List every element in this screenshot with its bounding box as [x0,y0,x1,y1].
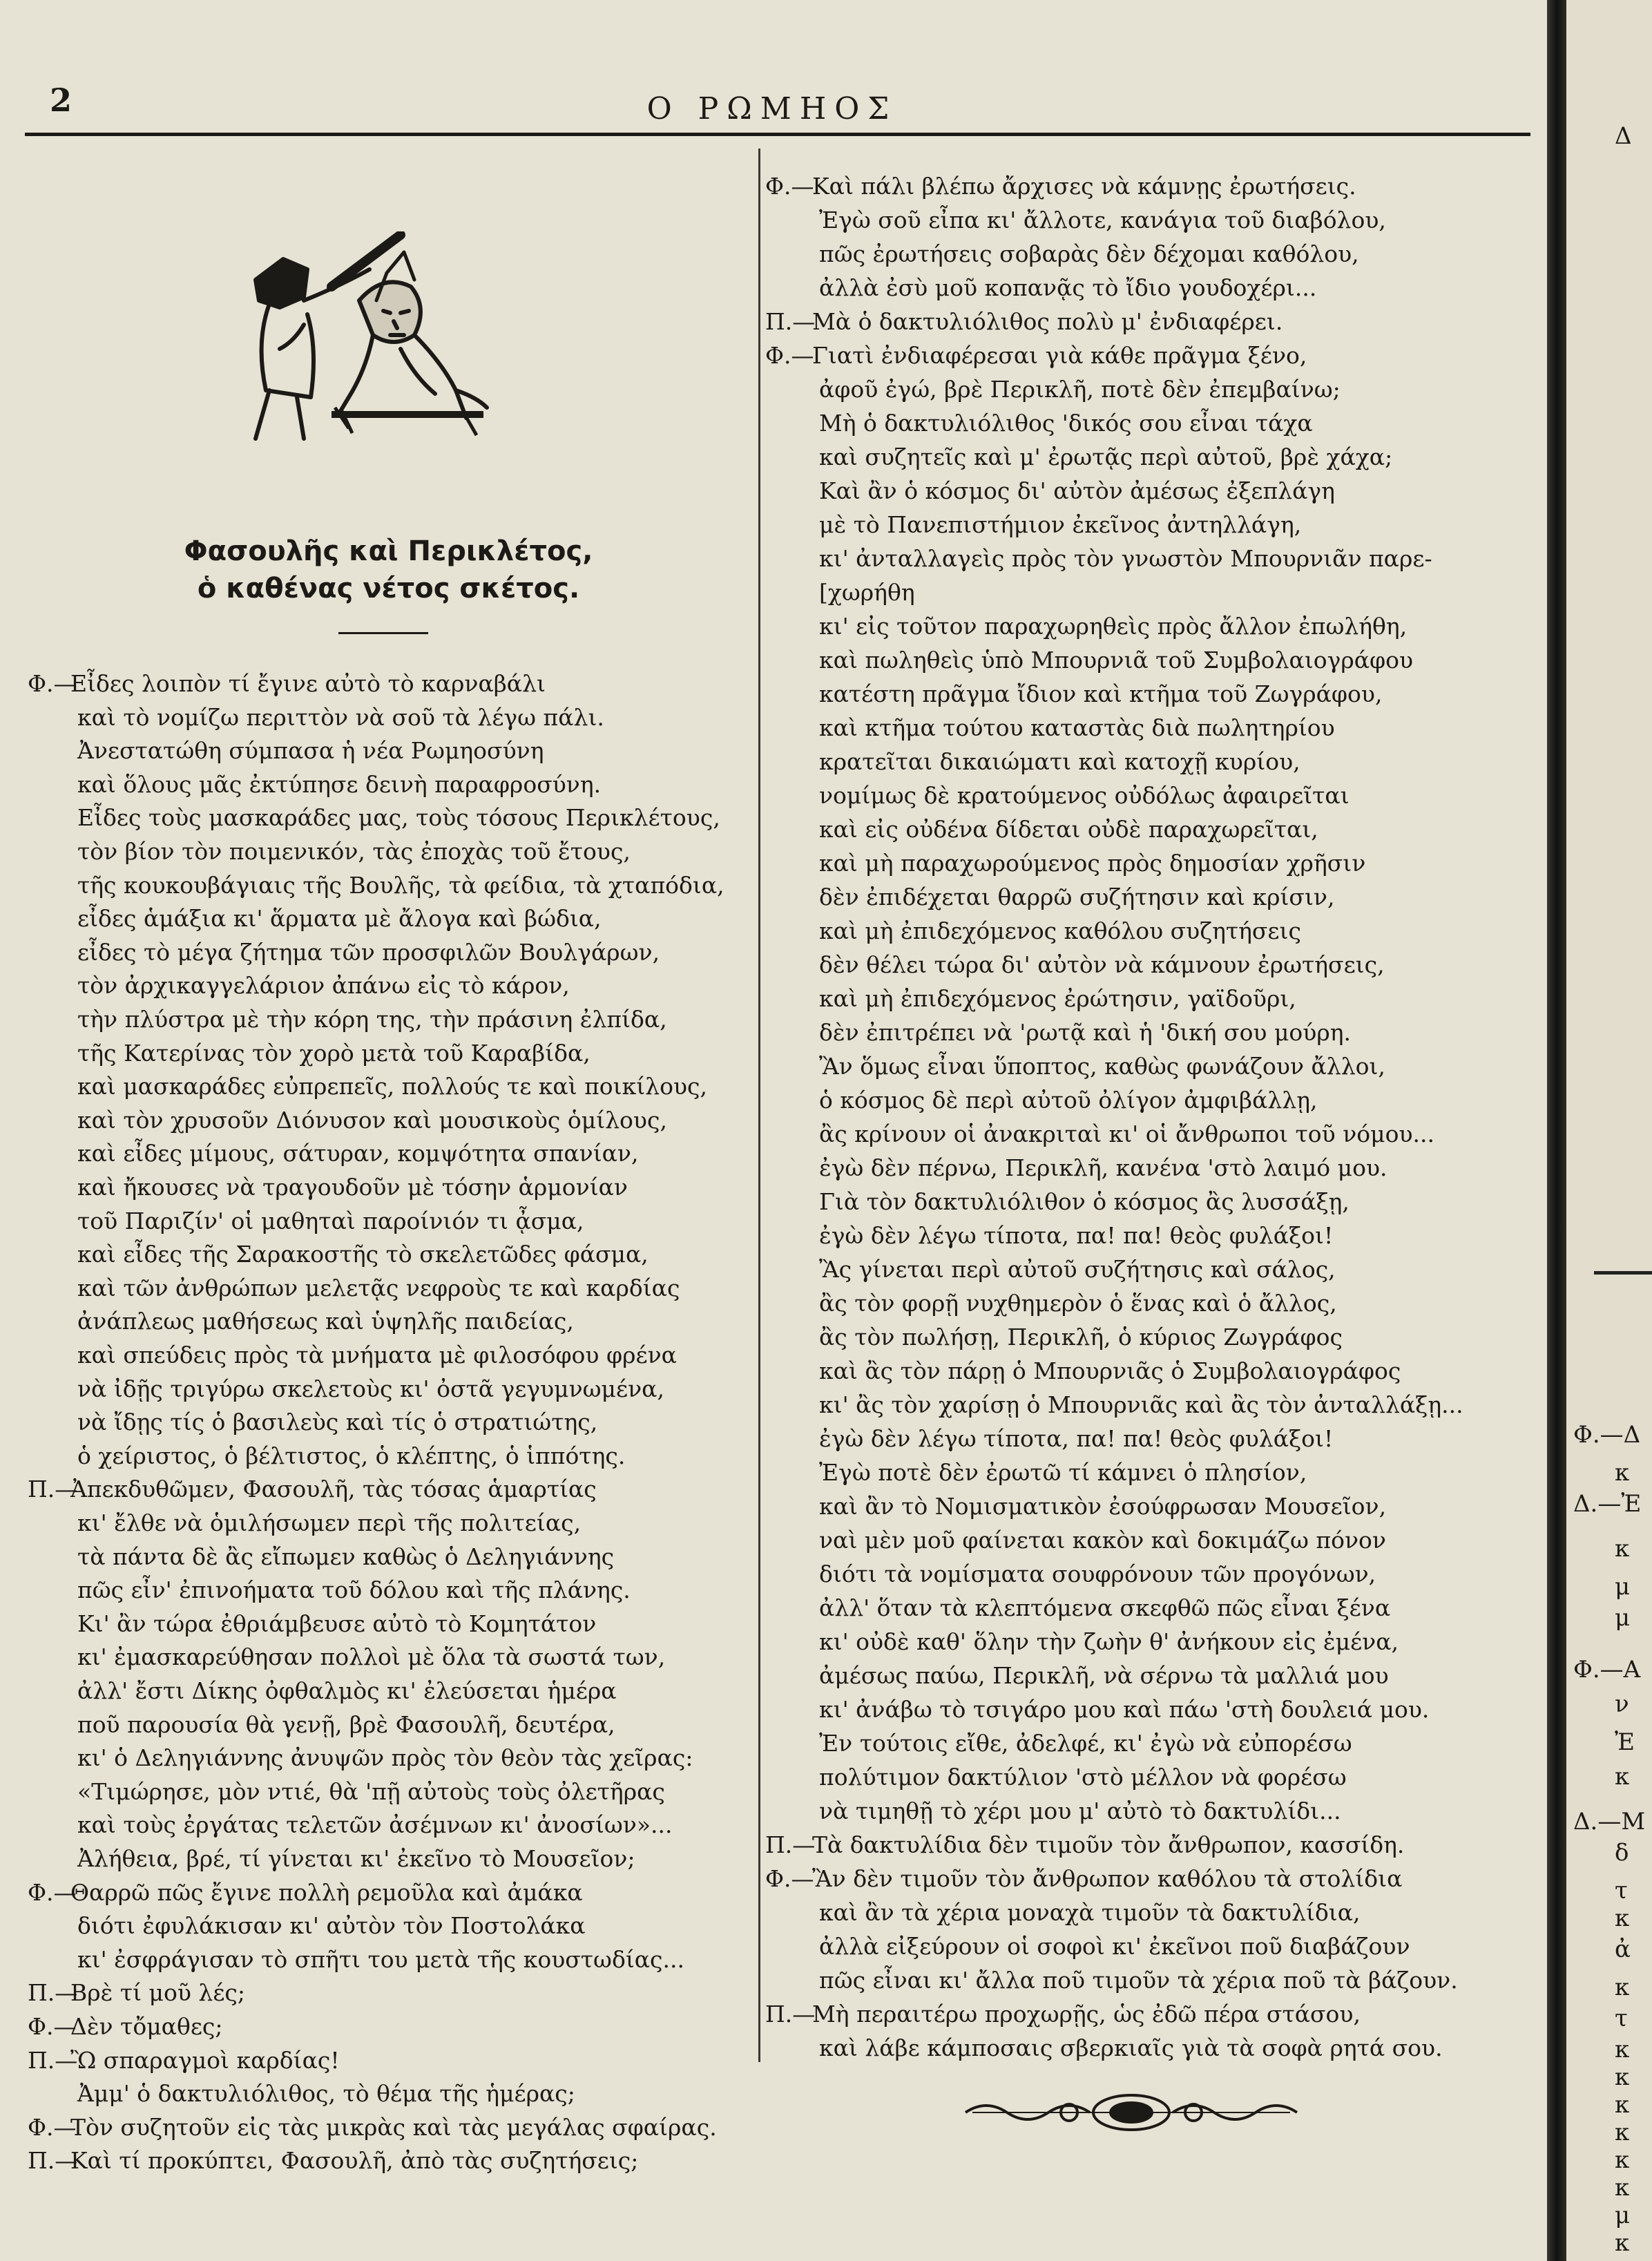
verse-text: κι' ἂς τὸν χαρίσῃ ὁ Μπουρνιᾶς καὶ ἂς τὸν ἀνταλλάξῃ... [819,1391,1463,1418]
verse-text: καὶ μὴ παραχωρούμενος πρὸς δημοσίαν χρῆσιν [819,850,1366,877]
verse-text: πῶς ἐρωτήσεις σοβαρὰς δὲν δέχομαι καθόλου, [819,240,1359,267]
verse-text: τοῦ Παριζίν' οἱ μαθηταὶ παροίνιόν τι ᾆσμα, [77,1207,584,1234]
verse-text: τῆς Κατερίνας τὸν χορὸ μετὰ τοῦ Καραβίδα, [77,1039,590,1067]
page-header [25,82,1519,137]
verse-text: εἶδες τὸ μέγα ζήτημα τῶν προσφιλῶν Βουλγάρων, [77,938,660,966]
next-page-fragment: κ [1615,1905,1630,1932]
verse-text: καὶ μὴ ἐπιδεχόμενος ἐρώτησιν, γαϊδοῦρι, [819,985,1296,1012]
next-page-fragment: Ἐ [1615,1728,1635,1756]
verse-text: κι' ὁ Δεληγιάννης ἀνυψῶν πρὸς τὸν θεὸν τὰς χεῖρας: [77,1744,693,1772]
verse-text: [χωρήθη [819,579,915,606]
verse-text: νὰ ἴδῃς τίς ὁ βασιλεὺς καὶ τίς ὁ στρατιώτης, [77,1409,598,1436]
verse-text: Τὸν συζητοῦν εἰς τὰς μικρὰς καὶ τὰς μεγάλας σφαίρας. [70,2113,717,2141]
verse-text: ἀνάπλεως μαθήσεως καὶ ὑψηλῆς παιδείας, [77,1308,574,1335]
next-page-fragment: ἀ [1615,1936,1631,1963]
speaker-label: Π.— [28,1979,78,2007]
verse-text: ὁ κόσμος δὲ περὶ αὐτοῦ ὀλίγον ἀμφιβάλλῃ, [819,1087,1318,1114]
verse-text: Ὢ σπαραγμοὶ καρδίας! [70,2046,340,2074]
verse-text: καὶ κτῆμα τούτου καταστὰς διὰ πωλητηρίου [819,714,1335,741]
verse-text: Μὴ περαιτέρω προχωρῇς, ὡς ἐδῶ πέρα στάσου, [812,2001,1361,2028]
verse-text: Τὰ δακτυλίδια δὲν τιμοῦν τὸν ἄνθρωπον, κασσίδη. [812,1831,1405,1858]
verse-text: Ἐν τούτοις εἴθε, ἀδελφέ, κι' ἐγὼ νὰ εὐπορέσω [819,1730,1352,1757]
verse-text: καὶ τὸν χρυσοῦν Διόνυσον καὶ μουσικοὺς ὁμίλους, [77,1106,667,1134]
next-page-fragment: δ [1615,1839,1629,1867]
verse-text: Ἂς γίνεται περὶ αὐτοῦ συζήτησις καὶ σάλος, [819,1256,1336,1283]
verse-text: Γιατὶ ἐνδιαφέρεσαι γιὰ κάθε πρᾶγμα ξένο, [812,342,1307,369]
verse-text: κι' ἐμασκαρεύθησαν πολλοὶ μὲ ὅλα τὰ σωστά των, [77,1643,666,1671]
verse-text: ἐγὼ δὲν λέγω τίποτα, πα! πα! θεὸς φυλάξοι! [819,1222,1334,1249]
next-page-fragment: κ [1615,2174,1630,2202]
ornament-divider [959,2088,1304,2137]
next-page-fragment: μ [1615,2202,1631,2229]
next-page-fragment: κ [1615,2063,1630,2091]
verse-text: εἶδες ἁμάξια κι' ἅρματα μὲ ἄλογα καὶ βώδια, [77,905,602,933]
verse-text: ἀλλὰ ἐσὺ μοῦ κοπανᾷς τὸ ἴδιο γουδοχέρι... [819,274,1317,301]
verse-text: ἂς κρίνουν οἱ ἀνακριταὶ κι' οἱ ἄνθρωποι τοῦ νόμου... [819,1120,1434,1147]
speaker-label: Π.— [28,2046,78,2074]
next-page-fragment: ν [1615,1690,1629,1718]
masthead-title: Ο ΡΩΜΗΟΣ [646,91,898,126]
verse-text: πῶς εἶναι κι' ἄλλα ποῦ τιμοῦν τὰ χέρια ποῦ τὰ βάζουν. [819,1967,1458,1994]
verse-text: ἂς τὸν πωλήσῃ, Περικλῆ, ὁ κύριος Ζωγράφος [819,1324,1343,1351]
verse-text: πολύτιμον δακτύλιον 'στὸ μέλλον νὰ φορέσω [819,1764,1347,1791]
verse-text: καὶ ἂς τὸν πάρῃ ὁ Μπουρνιᾶς ὁ Συμβολαιογράφος [819,1357,1401,1384]
verse-text: καὶ ἤκουσες νὰ τραγουδοῦν μὲ τόσην ἁρμονίαν [77,1174,628,1201]
next-page-fragment: Δ.—Ἐ [1573,1490,1642,1518]
verse-text: Ἐγὼ ποτὲ δὲν ἐρωτῶ τί κάμνει ὁ πλησίον, [819,1459,1307,1486]
speaker-label: Φ.— [28,1878,77,1906]
next-page-fragment: κ [1615,2119,1630,2146]
verse-text: κρατεῖται δικαιώματι καὶ κατοχῇ κυρίου, [819,748,1300,775]
verse-text: κι' ἔλθε νὰ ὁμιλήσωμεν περὶ τῆς πολιτείας, [77,1509,582,1536]
right-column [765,149,1539,2152]
verse-text: κι' ἐσφράγισαν τὸ σπῆτι του μετὰ τῆς κουστωδίας... [77,1945,684,1973]
verse-text: πῶς εἶν' ἐπινοήματα τοῦ δόλου καὶ τῆς πλάνης. [77,1576,631,1604]
verse-text: Καὶ πάλι βλέπω ἄρχισες νὰ κάμνῃς ἐρωτήσεις. [812,173,1356,200]
speaker-label: Π.— [28,2147,78,2175]
speaker-label: Φ.— [28,2013,77,2040]
verse-text: κι' εἰς τοῦτον παραχωρηθεὶς πρὸς ἄλλον ἐπωλήθη, [819,613,1408,640]
verse-text: καὶ ὅλους μᾶς ἐκτύπησε δεινὴ παραφροσύνη. [77,770,602,798]
verse-text: ναὶ μὲν μοῦ φαίνεται κακὸν καὶ δοκιμάζω πόνον [819,1527,1386,1554]
next-page-fragment: κ [1615,2036,1630,2063]
verse-text: Ἐγὼ σοῦ εἶπα κι' ἄλλοτε, κανάγια τοῦ διαβόλου, [819,207,1386,233]
verse-text: ἐγὼ δὲν πέρνω, Περικλῆ, κανένα 'στὸ λαιμό μου. [819,1154,1387,1181]
verse-text: κι' οὐδὲ καθ' ὅλην τὴν ζωὴν θ' ἀνήκουν εἰς ἐμένα, [819,1628,1399,1655]
speaker-label: Π.— [765,1831,816,1858]
verse-text: καὶ μὴ ἐπιδεχόμενος καθόλου συζητήσεις [819,917,1301,944]
verse-text: ὁ χείριστος, ὁ βέλτιστος, ὁ κλέπτης, ὁ ἱππότης. [77,1442,626,1469]
verse-text: ἀλλὰ εἰξεύρουν οἱ σοφοὶ κι' ἐκεῖνοι ποῦ διαβάζουν [819,1933,1410,1960]
next-page-fragment: τ [1615,1877,1628,1905]
header-rule [25,133,1530,136]
verse-text: Ἂν δὲν τιμοῦν τὸν ἄνθρωπον καθόλου τὰ στολίδια [812,1865,1403,1892]
caption-rule [338,632,428,634]
verse-text: ἀφοῦ ἐγώ, βρὲ Περικλῆ, ποτὲ δὲν ἐπεμβαίνω; [819,376,1341,403]
left-column [28,149,749,2175]
next-page-rule [1594,1271,1652,1275]
verse-text: δὲν θέλει τώρα δι' αὐτὸν νὰ κάμνουν ἐρωτήσεις, [819,951,1385,978]
verse-text: Μὰ ὁ δακτυλιόλιθος πολὺ μ' ἐνδιαφέρει. [812,308,1283,335]
verse-text: ἂς τὸν φορῇ νυχθημερὸν ὁ ἕνας καὶ ὁ ἄλλος, [819,1290,1337,1317]
verse-text: καὶ τοὺς ἐργάτας τελετῶν ἀσέμνων κι' ἀνοσίων»... [77,1811,673,1839]
speaker-label: Π.— [28,1476,78,1503]
verse-text: Δὲν τὄμαθες; [70,2013,223,2040]
verse-text: καὶ πωληθεὶς ὑπὸ Μπουρνιᾶ τοῦ Συμβολαιογράφου [819,647,1414,674]
verse-text: καὶ ἂν τὸ Νομισματικὸν ἐσούφρωσαν Μουσεῖον, [819,1493,1387,1520]
verse-text: καὶ συζητεῖς καὶ μ' ἐρωτᾷς περὶ αὐτοῦ, βρὲ χάχα; [819,443,1393,470]
speaker-label: Π.— [765,2001,816,2028]
verse-text: κι' ἀνάβω τὸ τσιγάρο μου καὶ πάω 'στὴ δουλειά μου. [819,1696,1430,1723]
next-page-fragment: κ [1615,2091,1630,2119]
speaker-label: Π.— [765,308,816,335]
cartoon-illustration [228,231,490,446]
verse-text: Κι' ἂν τώρα ἐθριάμβευσε αὐτὸ τὸ Κομητάτον [77,1610,597,1637]
verse-text: Ἂν ὅμως εἶναι ὕποπτος, καθὼς φωνάζουν ἄλλοι, [819,1053,1385,1080]
page-number: 2 [50,82,73,119]
verse-text: ἐγὼ δὲν λέγω τίποτα, πα! πα! θεὸς φυλάξοι! [819,1425,1334,1452]
speaker-label: Φ.— [28,2113,77,2141]
verse-text: καὶ ἂν τὰ χέρια μοναχὰ τιμοῦν τὰ δακτυλίδια, [819,1899,1361,1926]
verse-text: τὴν πλύστρα μὲ τὴν κόρη της, τὴν πράσινη ἐλπίδα, [77,1006,667,1033]
verse-text: ἀλλ' ὅταν τὰ κλεπτόμενα σκεφθῶ πῶς εἶναι ξένα [819,1594,1391,1621]
next-page-fragment: κ [1615,1535,1630,1563]
next-page-fragment: Φ.—Δ [1573,1421,1641,1449]
verse-text: τὸν ἀρχικαγγελάριον ἀπάνω εἰς τὸ κάρον, [77,972,570,1000]
verse-text: Θαρρῶ πῶς ἔγινε πολλὴ ρεμοῦλα καὶ ἀμάκα [70,1878,583,1906]
verse-text: κατέστη πρᾶγμα ἴδιον καὶ κτῆμα τοῦ Ζωγράφου, [819,680,1383,707]
verse-text: κι' ἀνταλλαγεὶς πρὸς τὸν γνωστὸν Μπουρνιᾶν παρε- [819,545,1432,572]
verse-text: καὶ εἰς οὐδένα δίδεται οὐδὲ παραχωρεῖται, [819,816,1318,843]
verse-text: καὶ εἶδες τῆς Σαρακοστῆς τὸ σκελετῶδες φάσμα, [77,1241,649,1268]
verse-text: διότι ἐφυλάκισαν κι' αὐτὸν τὸν Ποστολάκα [77,1912,586,1940]
verse-text: δὲν ἐπιδέχεται θαρρῶ συζήτησιν καὶ κρίσιν, [819,884,1335,910]
verse-text: καὶ τῶν ἀνθρώπων μελετᾷς νεφροὺς τε καὶ καρδίας [77,1274,680,1301]
verse-text: τὸν βίον τὸν ποιμενικόν, τὰς ἐποχὰς τοῦ ἔτους, [77,838,631,865]
verse-text: καὶ μασκαράδες εὐπρεπεῖς, πολλούς τε καὶ ποικίλους, [77,1073,707,1100]
verse-text: ἀλλ' ἔστι Δίκης ὀφθαλμὸς κι' ἐλεύσεται ἡμέρα [77,1677,617,1704]
verse-text: καὶ σπεύδεις πρὸς τὰ μνήματα μὲ φιλοσόφου φρένα [77,1342,677,1368]
verse-text: Ἀπεκδυθῶμεν, Φασουλῆ, τὰς τόσας ἁμαρτίας [70,1476,597,1503]
caption-line-1: Φασουλῆς καὶ Περικλέτος, [184,535,593,567]
verse-text: δὲν ἐπιτρέπει νὰ 'ρωτᾷ καὶ ἡ 'δική σου μούρη. [819,1019,1352,1046]
verse-text: ἀμέσως παύω, Περικλῆ, νὰ σέρνω τὰ μαλλιά μου [819,1662,1389,1689]
next-page-fragment: Φ.—Α [1573,1656,1641,1683]
verse-text: ποῦ παρουσία θὰ γενῇ, βρὲ Φασουλῆ, δευτέρα, [77,1710,615,1738]
speaker-label: Φ.— [765,342,814,369]
verse-text: Μὴ ὁ δακτυλιόλιθος 'δικός σου εἶναι τάχα [819,410,1313,437]
verse-text: Ἀμμ' ὁ δακτυλιόλιθος, τὸ θέμα τῆς ἡμέρας; [77,2080,575,2108]
verse-text: Καὶ ἂν ὁ κόσμος δι' αὐτὸν ἀμέσως ἐξεπλάγη [819,477,1335,504]
speaker-label: Φ.— [765,1865,814,1892]
verse-text: νὰ ἰδῇς τριγύρω σκελετοὺς κι' ὀστᾶ γεγυμνωμένα, [77,1375,664,1402]
next-page-fragment: κ [1615,1974,1630,2001]
verse-text: καὶ εἶδες μίμους, σάτυραν, κομψότητα σπανίαν, [77,1140,639,1167]
speaker-label: Φ.— [765,173,814,200]
column-divider [758,149,760,2062]
binding-gutter [1547,0,1566,2261]
verse-text: Καὶ τί προκύπτει, Φασουλῆ, ἀπὸ τὰς συζητήσεις; [70,2147,639,2175]
adjacent-page-edge [1566,0,1652,2261]
next-page-fragment: κ [1615,2146,1630,2174]
verse-text: μὲ τὸ Πανεπιστήμιον ἐκεῖνος ἀντηλλάγη, [819,511,1302,538]
verse-text: Ἀνεστατώθη σύμπασα ἡ νέα Ρωμηοσύνη [77,737,544,765]
verse-text: τὰ πάντα δὲ ἂς εἴπωμεν καθὼς ὁ Δεληγιάννης [77,1543,615,1570]
verse-text: Εἶδες τοὺς μασκαράδες μας, τοὺς τόσους Περικλέτους, [77,804,720,832]
verse-text: νομίμως δὲ κρατούμενος οὐδόλως ἀφαιρεῖται [819,782,1350,809]
verse-text: διότι τὰ νομίσματα σουφρόνουν τῶν προγόνων, [819,1561,1376,1587]
verse-text: καὶ λάβε κάμποσαις σβερκιαῖς γιὰ τὰ σοφὰ ρητά σου. [819,2034,1443,2061]
next-page-fragment: μ [1615,1573,1631,1601]
next-page-fragment: τ [1615,2005,1628,2032]
verse-text: τῆς κουκουβάγιαις τῆς Βουλῆς, τὰ φείδια, τὰ χταπόδια, [77,871,724,899]
next-page-fragment: κ [1615,1763,1630,1791]
next-page-fragment: μ [1615,1604,1631,1632]
verse-text: Γιὰ τὸν δακτυλιόλιθον ὁ κόσμος ἂς λυσσάξῃ, [819,1188,1350,1215]
speaker-label: Φ.— [28,670,77,697]
next-page-fragment: Δ [1615,122,1632,150]
verse-text: Βρὲ τί μοῦ λές; [70,1979,246,2007]
verse-text: Ἀλήθεια, βρέ, τί γίνεται κι' ἐκεῖνο τὸ Μουσεῖον; [77,1845,635,1872]
caption-line-2: ὁ καθένας νέτος σκέτος. [197,573,580,604]
verse-text: Εἶδες λοιπὸν τί ἔγινε αὐτὸ τὸ καρναβάλι [70,670,546,697]
next-page-fragment: κ [1615,1459,1630,1487]
verse-text: καὶ τὸ νομίζω περιττὸν νὰ σοῦ τὰ λέγω πάλι. [77,703,604,731]
next-page-fragment: κ [1615,2229,1630,2257]
verse-text: «Τιμώρησε, μὸν ντιέ, θὰ 'πῇ αὐτοὺς τοὺς ὀλετῆρας [77,1777,665,1805]
next-page-fragment: Δ.—Μ [1573,1808,1646,1835]
verse-text: νὰ τιμηθῇ τὸ χέρι μου μ' αὐτὸ τὸ δακτυλίδι... [819,1797,1341,1824]
